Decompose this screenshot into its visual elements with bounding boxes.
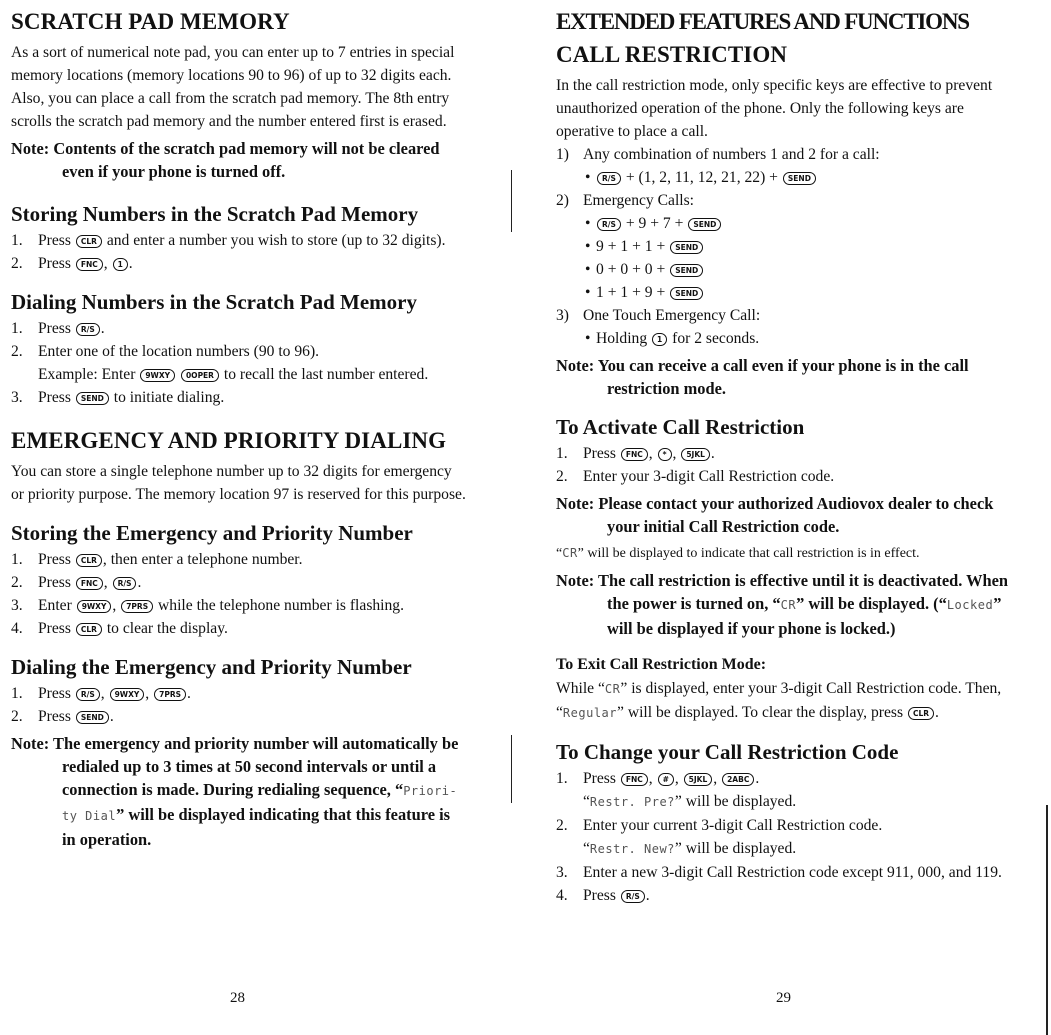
deactivate-note: Note: The call restriction is effective until it is deactivated. When the power is turned on, “CR” will be displayed. (“Locked” will be displayed if your phone is locked.)	[556, 571, 1009, 638]
two-key-icon: 2ABC	[722, 773, 754, 786]
list-item: 2. Press FNC , 1 .	[11, 255, 133, 272]
call-restriction-intro: In the call restriction mode, only specific keys are effective to prevent unauthorized operation of the phone. Only the following keys are operative to place a call.	[556, 77, 993, 140]
star-key-icon: *	[658, 448, 672, 461]
list-item: • 9 + 1 + 1 + SEND	[556, 235, 1012, 258]
nine-key-icon: 9WXY	[77, 600, 112, 613]
scan-mark	[511, 735, 512, 803]
display-text: Priori-ty Dial	[62, 784, 458, 823]
send-key-icon: SEND	[76, 392, 109, 405]
storing-heading: Storing Numbers in the Scratch Pad Memory	[11, 202, 419, 226]
seven-key-icon: 7PRS	[154, 688, 186, 701]
rs-key-icon: R/S	[597, 172, 621, 185]
send-key-icon: SEND	[670, 264, 703, 277]
five-key-icon: 5JKL	[681, 448, 710, 461]
dialing-heading: Dialing Numbers in the Scratch Pad Memory	[11, 290, 417, 314]
rs-key-icon: R/S	[76, 323, 100, 336]
rs-key-icon: R/S	[597, 218, 621, 231]
list-item: • R/S + (1, 2, 11, 12, 21, 22) + SEND	[556, 166, 1012, 189]
dialing-steps	[11, 317, 467, 409]
activate-heading: To Activate Call Restriction	[556, 415, 805, 439]
call-restriction-title: CALL RESTRICTION	[556, 42, 788, 67]
rs-key-icon: R/S	[621, 890, 645, 903]
list-item: 1. Press FNC , # , 5JKL , 2ABC . “Restr. Pre?” will be displayed.	[556, 770, 797, 810]
redial-note: Note: The emergency and priority number will automatically be redialed up to 3 times at 50 second intervals or until a connection is made. During redialing sequence, “Priori-ty Dial” will be displayed indicating that this feature is in operation.	[11, 734, 459, 849]
one-key-icon: 1	[652, 333, 667, 346]
scratch-pad-note: Note: Contents of the scratch pad memory will not be cleared even if your phone is turned off.	[11, 139, 440, 181]
list-item: 4. Press R/S .	[556, 887, 650, 904]
seven-key-icon: 7PRS	[121, 600, 153, 613]
clr-key-icon: CLR	[76, 554, 102, 567]
receive-call-note: Note: You can receive a call even if your phone is in the call restriction mode.	[556, 356, 969, 398]
nine-key-icon: 9WXY	[140, 369, 175, 382]
page-number-left: 28	[230, 990, 245, 1006]
fnc-key-icon: FNC	[76, 258, 103, 271]
exit-text: While “CR” is displayed, enter your 3-digit Call Restriction code. Then, “Regular” will be displayed. To clear the display, press CLR .	[556, 680, 1002, 721]
dialing-emergency-steps	[11, 682, 467, 728]
list-item: 1. Press R/S .	[11, 320, 105, 337]
extended-features-title: EXTENDED FEATURES AND FUNCTIONS	[556, 9, 969, 34]
send-key-icon: SEND	[670, 241, 703, 254]
activate-steps	[556, 442, 1012, 488]
storing-emergency-steps	[11, 548, 467, 640]
send-key-icon: SEND	[688, 218, 721, 231]
list-item: 3. Press SEND to initiate dialing.	[11, 389, 225, 406]
storing-emergency-heading: Storing the Emergency and Priority Number	[11, 521, 413, 545]
change-steps	[556, 767, 1012, 907]
nine-key-icon: 9WXY	[110, 688, 145, 701]
cr-display-text: “CR” will be displayed to indicate that call restriction is in effect.	[556, 546, 920, 561]
fnc-key-icon: FNC	[621, 448, 648, 461]
list-item: • R/S + 9 + 7 + SEND	[556, 212, 1012, 235]
list-item: 3) One Touch Emergency Call:	[556, 307, 761, 324]
scratch-pad-intro: As a sort of numerical note pad, you can enter up to 7 entries in special memory locations (memory locations 90 to 96) of up to 32 digits each. Also, you can place a call from the scratch pad memory. The 8th entry scrolls the scratch pad memory and the number entered first is erased.	[11, 44, 455, 130]
change-heading: To Change your Call Restriction Code	[556, 740, 899, 764]
list-item: 2) Emergency Calls:	[556, 192, 695, 209]
list-item: 3. Enter a new 3-digit Call Restriction code except 911, 000, and 119.	[556, 864, 1002, 881]
list-item: 2. Enter your current 3-digit Call Restriction code. “Restr. New?” will be displayed.	[556, 817, 883, 857]
fnc-key-icon: FNC	[76, 577, 103, 590]
rs-key-icon: R/S	[76, 688, 100, 701]
clr-key-icon: CLR	[908, 707, 934, 720]
list-item: 4. Press CLR to clear the display.	[11, 620, 228, 637]
page-number-right: 29	[776, 990, 791, 1006]
list-item: 1. Press FNC , * , 5JKL .	[556, 445, 715, 462]
dealer-note: Note: Please contact your authorized Audiovox dealer to check your initial Call Restriction code.	[556, 494, 994, 536]
emergency-intro: You can store a single telephone number up to 32 digits for emergency or priority purpose. The memory location 97 is reserved for this purpose.	[11, 463, 466, 503]
list-item: 2. Press SEND .	[11, 708, 114, 725]
send-key-icon: SEND	[670, 287, 703, 300]
fnc-key-icon: FNC	[621, 773, 648, 786]
scan-mark	[511, 170, 512, 232]
clr-key-icon: CLR	[76, 623, 102, 636]
page-edge-mark	[1046, 805, 1048, 1035]
list-item: 2. Enter one of the location numbers (90 to 96). Example: Enter 9WXY 0OPER to recall the last number entered.	[11, 343, 429, 383]
list-item: 1. Press CLR , then enter a telephone number.	[11, 551, 303, 568]
list-item: 2. Enter your 3-digit Call Restriction code.	[556, 468, 835, 485]
list-item: • 1 + 1 + 9 + SEND	[556, 281, 1012, 304]
list-item: 2. Press FNC , R/S .	[11, 574, 142, 591]
list-item: 1. Press CLR and enter a number you wish to store (up to 32 digits).	[11, 232, 446, 249]
rs-key-icon: R/S	[113, 577, 137, 590]
pound-key-icon: #	[658, 773, 674, 786]
clr-key-icon: CLR	[76, 235, 102, 248]
zero-key-icon: 0OPER	[181, 369, 219, 382]
send-key-icon: SEND	[783, 172, 816, 185]
scratch-pad-title: SCRATCH PAD MEMORY	[11, 9, 290, 34]
emergency-title: EMERGENCY AND PRIORITY DIALING	[11, 428, 447, 453]
one-key-icon: 1	[113, 258, 128, 271]
list-item: 1. Press R/S , 9WXY , 7PRS .	[11, 685, 191, 702]
right-page	[556, 8, 1012, 907]
list-item: 1) Any combination of numbers 1 and 2 for a call:	[556, 146, 880, 163]
five-key-icon: 5JKL	[684, 773, 713, 786]
list-item: • Holding 1 for 2 seconds.	[585, 330, 760, 347]
dialing-emergency-heading: Dialing the Emergency and Priority Number	[11, 655, 412, 679]
operative-keys-list	[556, 143, 1012, 350]
list-item: • 0 + 0 + 0 + SEND	[556, 258, 1012, 281]
exit-heading: To Exit Call Restriction Mode:	[556, 656, 767, 673]
send-key-icon: SEND	[76, 711, 109, 724]
left-page	[11, 8, 467, 851]
list-item: 3. Enter 9WXY , 7PRS while the telephone number is flashing.	[11, 597, 405, 614]
storing-steps	[11, 229, 467, 275]
